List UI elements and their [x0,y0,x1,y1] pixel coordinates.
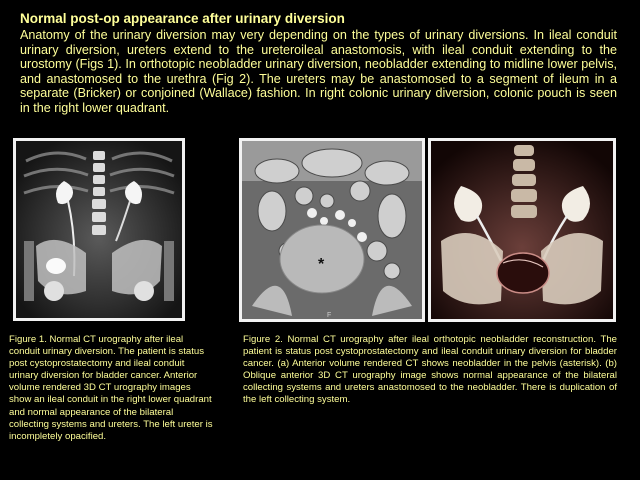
figure-1-image [13,138,185,321]
figure-2b-image [428,138,616,322]
ct-neobladder-coronal-image [242,141,422,319]
slide-title: Normal post-op appearance after urinary diversion [20,11,345,26]
intro-paragraph: Anatomy of the urinary diversion may very depending on the types of urinary diversions. In ileal conduit urinary diversion, ureters extend to the ureteroileal anastomosis, with ileal conduit extending to the urostomy (Figs 1). In orthotopic neobladder urinary diversion, neobladder extending to midline lower pelvis, and anastomosed to the urethra (Fig 2). The ureters may be anastomosed to a segment of ileum in a separate (Bricker) or conjoined (Wallace) fashion. In right colonic urinary diversion, colonic pouch is seen in the right lower quadrant. [20,28,617,115]
ct-urography-ileal-conduit-image [16,141,182,318]
asterisk-marker: * [318,256,325,273]
figure-1-caption: Figure 1. Normal CT urography after ileal conduit urinary diversion. The patient is status post cystoprostatectomy and ileal conduit urinary diversion for bladder cancer. Anterior volume rendered 3D CT urography images show an ileal conduit in the right lower quadrant and normal appearance of the bilateral collecting systems and ureters. The left ureter is incompletely opacified. [9,334,213,442]
ct-urography-3d-volume-rendering-image [431,141,613,319]
figure-2-caption: Figure 2. Normal CT urography after ileal orthotopic neobladder reconstruction. The patient is status post cystoprostatectomy and ileal conduit urinary diversion for bladder cancer. (a) Anterior volume rendered CT shows neobladder in the pelvis (asterisk). (b) Oblique anterior 3D CT urography image shows normal appearance of the bilateral collecting systems and ureters anastomosed to the neobladder. There is duplication of the left collecting system. [243,334,617,406]
image-corner-mark: F [327,312,332,319]
figure-2a-image [239,138,425,322]
